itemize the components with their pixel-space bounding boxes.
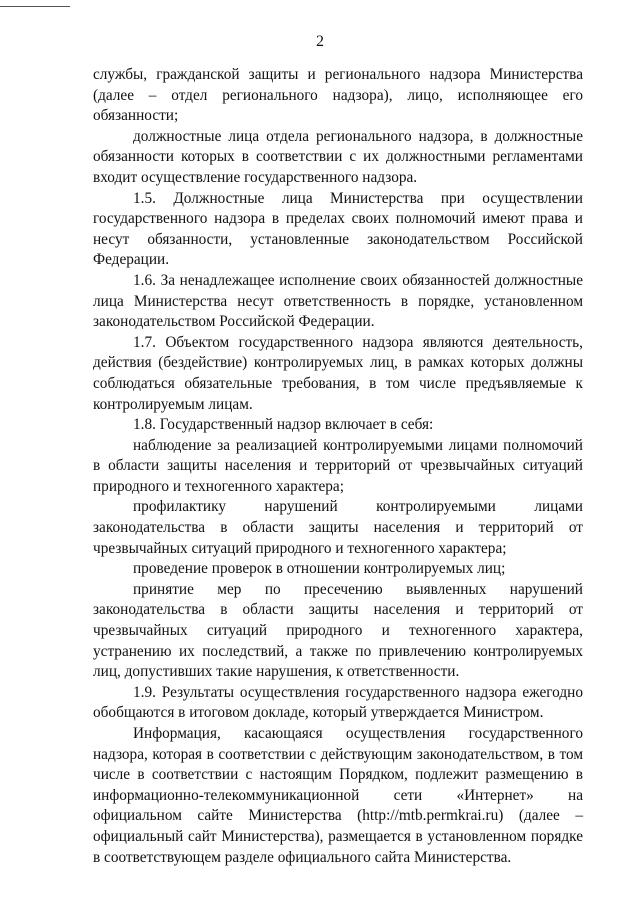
paragraph-1-8: 1.8. Государственный надзор включает в себя: <box>133 416 434 434</box>
paragraph-information: Информация, касающаяся осуществления государственного надзора, которая в соответствии с действующим законодательством, в том числе в соответствии с настоящим Порядком, подлежит размещению в информационно-телекоммуникационной сети «Интернет» на официальном сайте Министерства (http://mtb.permkrai.ru) (далее – официальный сайт Министерства), размещается в установленном порядке в соответствующем разделе официального сайта Министерства. <box>93 725 583 866</box>
paragraph-prevention: профилактику нарушений контролируемыми лицами законодательства в области защиты населения и территорий от чрезвычайных ситуаций природного и техногенного характера; <box>93 498 583 557</box>
paragraph-measures: принятие мер по пресечению выявленных нарушений законодательства в области защиты населения и территорий от чрезвычайных ситуаций природного и техногенного характера, устранению их последствий, а также по привлечению контролируемых лиц, допустивших такие нарушения, к ответственности. <box>93 580 583 681</box>
paragraph-inspections: проведение проверок в отношении контролируемых лиц; <box>133 560 506 578</box>
paragraph-1-5: 1.5. Должностные лица Министерства при осуществлении государственного надзора в пределах своих полномочий имеют права и несут обязанности, установленные законодательством Российской Федерации. <box>93 189 583 269</box>
paragraph-1-6: 1.6. За ненадлежащее исполнение своих обязанностей должностные лица Министерства несут ответственность в порядке, установленном законодательством Российской Федерации. <box>93 271 583 331</box>
paragraph-monitoring: наблюдение за реализацией контролируемыми лицами полномочий в области защиты населения и территорий от чрезвычайных ситуаций природного и техногенного характера; <box>93 436 583 495</box>
paragraph-continuation: службы, гражданской защиты и регионального надзора Министерства (далее – отдел регионального надзора), лицо, исполняющее его обязанности; <box>93 66 583 125</box>
paragraph-officials: должностные лица отдела регионального надзора, в должностные обязанности которых в соответствии с их должностными регламентами входит осуществление государственного надзора. <box>93 127 583 186</box>
paragraph-1-9: 1.9. Результаты осуществления государственного надзора ежегодно обобщаются в итоговом докладе, который утверждается Министром. <box>93 683 583 722</box>
page-number: 2 <box>316 33 324 50</box>
paragraph-1-7: 1.7. Объектом государственного надзора являются деятельность, действия (бездействие) контролируемых лиц, в рамках которых должны соблюдаться обязательные требования, в том числе предъявляемые к контролируемым лицам. <box>93 333 583 413</box>
top-edge-line <box>0 6 70 7</box>
document-body <box>93 65 583 868</box>
